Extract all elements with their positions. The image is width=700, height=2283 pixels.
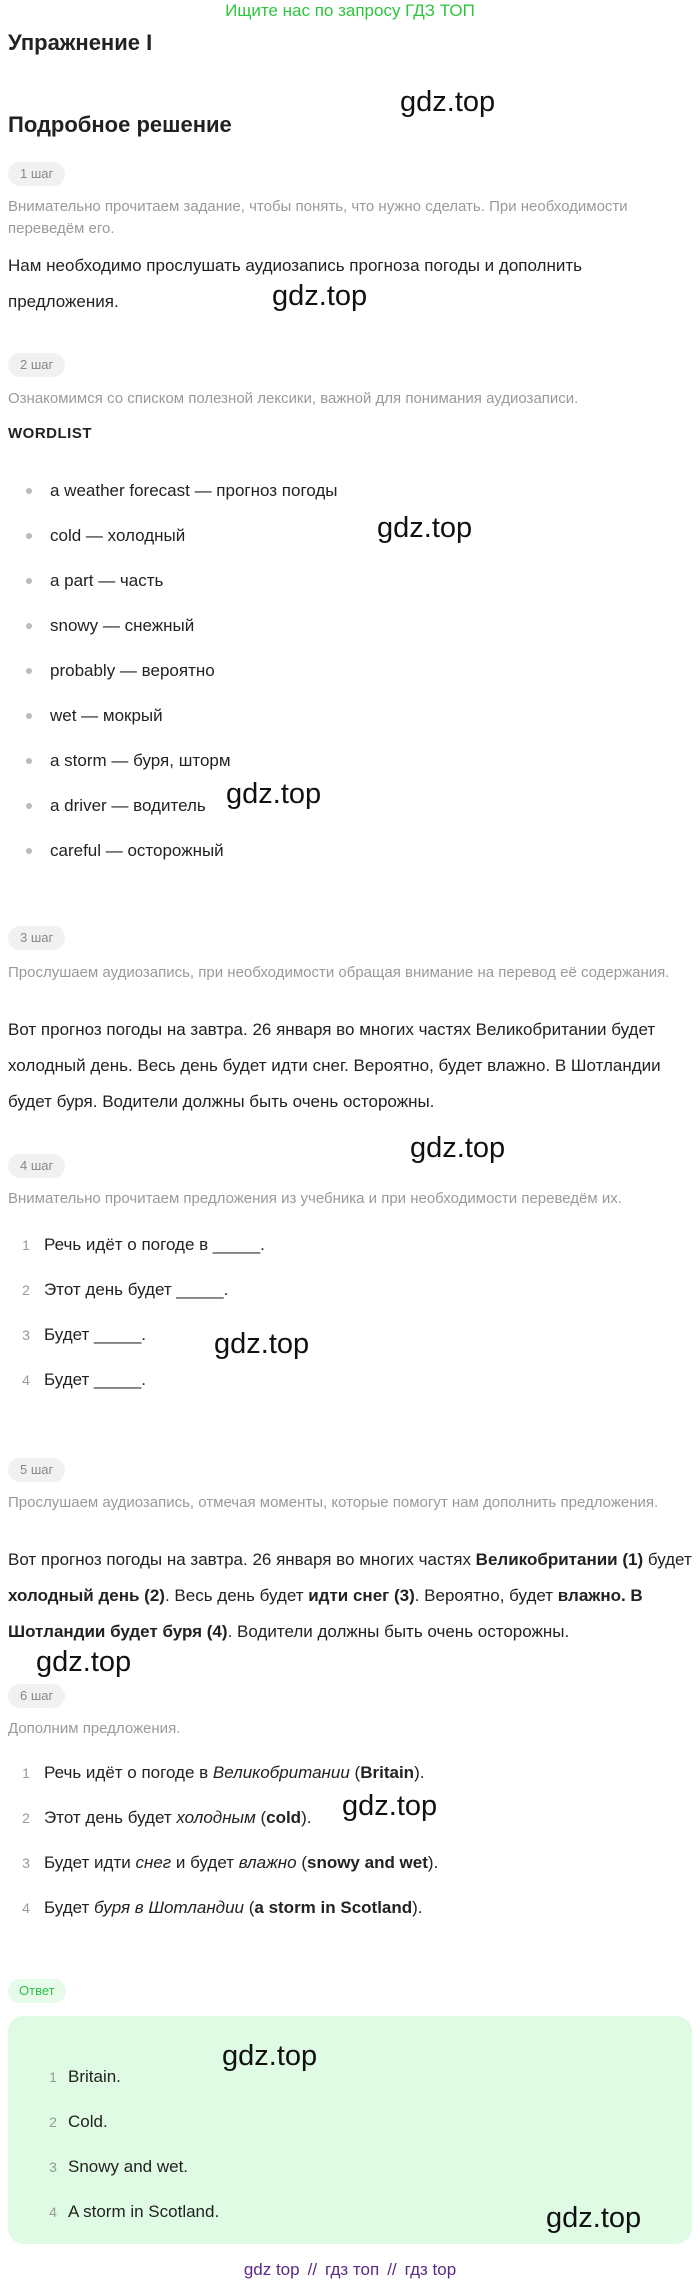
list-item	[8, 603, 338, 648]
page-title: Упражнение I	[8, 30, 153, 55]
text-run: ).	[301, 1807, 312, 1827]
text-run: . Водители должны быть очень осторожны.	[227, 1622, 570, 1641]
item-number: 1	[49, 2068, 57, 2085]
item-number: 2	[22, 1809, 30, 1826]
text-run: Речь идёт о погоде в	[44, 1762, 213, 1782]
list-item	[38, 2054, 219, 2099]
item-number: 4	[22, 1899, 30, 1916]
wordlist	[8, 468, 338, 873]
highlight: идти снег (3)	[308, 1586, 415, 1605]
step-2-note: Ознакомимся со списком полезной лексики, важной для понимания аудиозаписи.	[8, 390, 579, 407]
text-run: ).	[412, 1897, 423, 1917]
italic-run: влажно	[238, 1852, 297, 1872]
bullet-icon	[26, 623, 32, 629]
footer-link[interactable]: гдз top	[404, 2260, 457, 2279]
item-text: Будет _____.	[44, 1369, 147, 1389]
item-text	[44, 1808, 311, 1828]
footer-separator: //	[387, 2260, 397, 2279]
bullet-icon	[26, 668, 32, 674]
text-run: Будет идти	[44, 1852, 136, 1872]
list-item	[38, 2099, 219, 2144]
text-run: . Вероятно, будет	[414, 1586, 558, 1605]
italic-run: холодным	[176, 1807, 256, 1827]
answer-text: Britain.	[68, 2066, 121, 2086]
watermark: gdz.top	[377, 512, 473, 544]
watermark: gdz.top	[226, 778, 322, 810]
word-entry: careful — осторожный	[50, 840, 224, 860]
footer-links	[0, 2259, 700, 2281]
item-number: 3	[49, 2158, 57, 2175]
highlight: Великобритании (1)	[475, 1550, 644, 1569]
bullet-icon	[26, 488, 32, 494]
watermark: gdz.top	[272, 280, 368, 312]
list-item	[38, 2144, 219, 2189]
item-text	[44, 1763, 424, 1783]
item-number: 1	[22, 1764, 30, 1781]
item-text	[44, 1853, 438, 1873]
text-run: . Весь день будет	[164, 1586, 309, 1605]
item-number: 4	[22, 1371, 30, 1388]
list-item	[38, 2189, 219, 2234]
bullet-icon	[26, 758, 32, 764]
step-5-note: Прослушаем аудиозапись, отмечая моменты, которые помогут нам дополнить предложения.	[8, 1494, 659, 1511]
step-6-badge: 6 шаг	[8, 1684, 65, 1708]
text-run: Вот прогноз погоды на завтра. 26 января во многих частях	[8, 1550, 476, 1569]
highlight: холодный день (2)	[8, 1586, 165, 1605]
list-item	[8, 693, 338, 738]
text-run: Будет	[44, 1897, 95, 1917]
step-5-text	[8, 1542, 692, 1650]
step-1-note: Внимательно прочитаем задание, чтобы понять, что нужно сделать. При необходимости переведём его.	[8, 198, 628, 237]
step-3-text: Вот прогноз погоды на завтра. 26 января во многих частях Великобритании будет холодный день. Весь день будет идти снег. Вероятно, будет влажно. В Шотландии будет буря. Водители должны быть очень осторожны.	[8, 1020, 661, 1111]
watermark: gdz.top	[214, 1328, 310, 1360]
step-4-note: Внимательно прочитаем предложения из учебника и при необходимости переведём их.	[8, 1190, 622, 1207]
list-item	[8, 1222, 265, 1267]
answer-list	[38, 2054, 219, 2234]
list-item	[8, 1357, 265, 1402]
text-run: (	[349, 1762, 361, 1782]
word-entry: cold — холодный	[50, 525, 186, 545]
list-item	[8, 828, 338, 873]
bullet-icon	[26, 848, 32, 854]
list-item	[8, 1750, 438, 1795]
step-1-text: Нам необходимо прослушать аудиозапись прогноза погоды и дополнить предложения.	[8, 256, 583, 311]
text-run: будет	[643, 1550, 692, 1569]
list-item	[8, 1885, 438, 1930]
item-text	[44, 1898, 423, 1918]
item-number: 2	[49, 2113, 57, 2130]
answer-badge: Ответ	[8, 1979, 66, 2003]
step-2-badge: 2 шаг	[8, 353, 65, 377]
answer-text: Snowy and wet.	[68, 2156, 189, 2176]
italic-run: Великобритании	[212, 1762, 350, 1782]
step-6-note: Дополним предложения.	[8, 1720, 181, 1737]
step-1-badge: 1 шаг	[8, 162, 65, 186]
watermark: gdz.top	[546, 2202, 642, 2234]
wordlist-title: WORDLIST	[8, 425, 92, 442]
item-number: 4	[49, 2203, 57, 2220]
answer-text: A storm in Scotland.	[68, 2201, 220, 2221]
bold-run: cold	[266, 1807, 302, 1827]
text-run: (	[255, 1807, 267, 1827]
text-run: (	[296, 1852, 307, 1872]
watermark: gdz.top	[36, 1646, 132, 1678]
bullet-icon	[26, 713, 32, 719]
completed-sentences	[8, 1750, 438, 1930]
list-item	[8, 1840, 438, 1885]
watermark: gdz.top	[410, 1132, 506, 1164]
solution-heading: Подробное решение	[8, 112, 232, 137]
item-number: 2	[22, 1281, 30, 1298]
footer-link[interactable]: gdz top	[243, 2260, 300, 2279]
word-entry: probably — вероятно	[50, 660, 215, 680]
step-3-badge: 3 шаг	[8, 926, 65, 950]
watermark: gdz.top	[222, 2040, 318, 2072]
text-run: (	[244, 1897, 255, 1917]
text-run: Этот день будет	[44, 1807, 177, 1827]
item-text: Речь идёт о погоде в _____.	[44, 1234, 265, 1254]
word-entry: a weather forecast — прогноз погоды	[50, 480, 338, 500]
italic-run: снег	[135, 1852, 172, 1872]
list-item	[8, 648, 338, 693]
word-entry: a driver — водитель	[50, 795, 206, 815]
word-entry: a storm — буря, шторм	[50, 750, 231, 770]
footer-link[interactable]: гдз топ	[325, 2260, 380, 2279]
footer-separator: //	[307, 2260, 318, 2279]
bold-run: a storm in Scotland	[254, 1897, 413, 1917]
item-number: 3	[22, 1854, 30, 1871]
step-3-note: Прослушаем аудиозапись, при необходимости обращая внимание на перевод её содержания.	[8, 964, 670, 981]
list-item	[8, 513, 338, 558]
item-text: Этот день будет _____.	[44, 1279, 229, 1299]
item-number: 3	[22, 1326, 30, 1343]
list-item	[8, 738, 338, 783]
word-entry: wet — мокрый	[50, 705, 163, 725]
top-banner[interactable]: Ищите нас по запросу ГДЗ ТОП	[225, 1, 475, 20]
italic-run: буря в Шотландии	[94, 1897, 244, 1917]
bullet-icon	[26, 533, 32, 539]
answer-text: Cold.	[68, 2111, 108, 2131]
list-item	[8, 558, 338, 603]
highlight: влажно. В Шотландии будет буря (4)	[8, 1586, 643, 1641]
bold-run: snowy and wet	[306, 1852, 428, 1872]
watermark: gdz.top	[342, 1790, 438, 1822]
bullet-icon	[26, 803, 32, 809]
list-item	[8, 468, 338, 513]
text-run: и будет	[171, 1852, 239, 1872]
word-entry: a part — часть	[50, 570, 164, 590]
step-5-badge: 5 шаг	[8, 1458, 65, 1482]
item-text: Будет _____.	[44, 1324, 147, 1344]
step-4-badge: 4 шаг	[8, 1154, 65, 1178]
watermark: gdz.top	[400, 86, 496, 118]
bold-run: Britain	[360, 1762, 415, 1782]
bullet-icon	[26, 578, 32, 584]
text-run: ).	[427, 1852, 439, 1872]
list-item	[8, 1267, 265, 1312]
sentences-list	[8, 1222, 265, 1402]
text-run: ).	[414, 1762, 425, 1782]
word-entry: snowy — снежный	[50, 615, 195, 635]
item-number: 1	[22, 1236, 30, 1253]
